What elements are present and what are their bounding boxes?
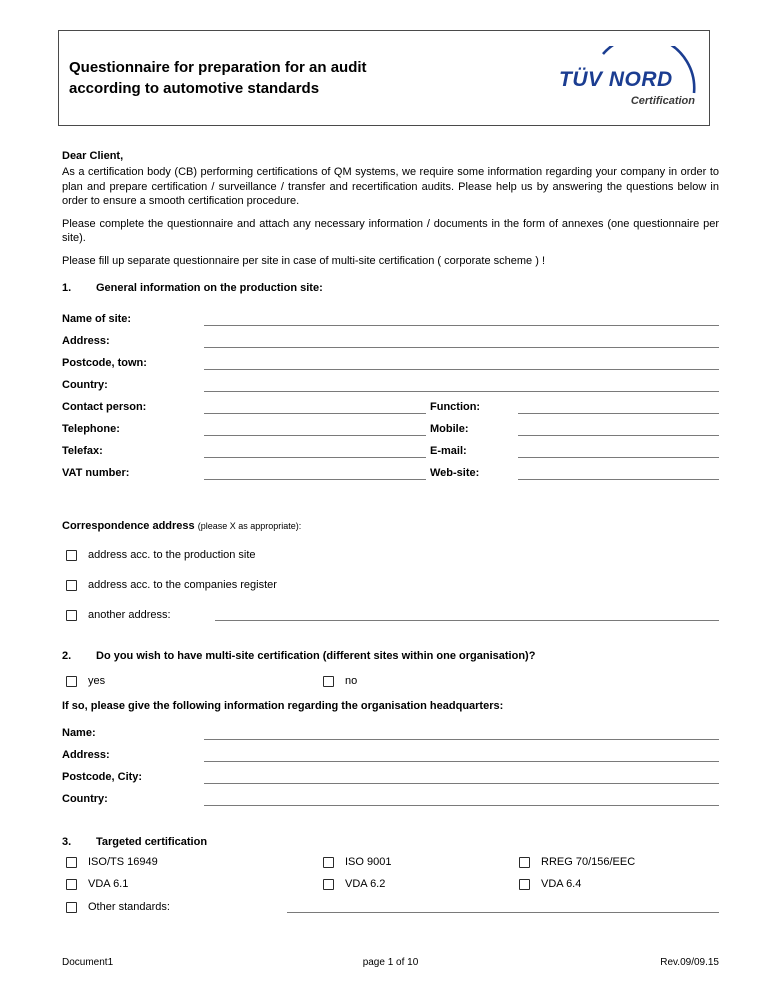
vat-number-input[interactable] <box>204 464 426 480</box>
field-label-country: Country: <box>62 379 108 392</box>
intro-paragraph-2: Please complete the questionnaire and attach any necessary information / documents in the form of annexes (one questionnaire per site). <box>62 217 719 245</box>
intro-paragraph-1: As a certification body (CB) performing certifications of QM systems, we require some information regarding your company in order to plan and prepare certification / surveillance / transfer and recertification audits. Please help us by answering the questions below in order to ensure a smooth certification procedure. <box>62 166 719 208</box>
page-title <box>69 57 367 99</box>
field-row <box>62 740 719 762</box>
field-label-vat-number: VAT number: <box>62 467 130 480</box>
section3-number: 3. <box>62 836 72 849</box>
header-box <box>58 30 710 126</box>
section1-title: General information on the production site: <box>96 282 323 295</box>
logo-brand-text: TÜV NORD <box>559 68 673 91</box>
checkbox-rreg-70-156-eec[interactable] <box>519 857 530 868</box>
section1-heading <box>62 282 719 294</box>
field-row <box>62 304 719 326</box>
option-label-companies-register: address acc. to the companies register <box>88 579 277 592</box>
correspondence-option <box>62 578 719 592</box>
tuv-nord-logo-graphic <box>557 46 699 110</box>
field-row <box>62 784 719 806</box>
field-row <box>62 370 719 392</box>
field-row <box>62 718 719 740</box>
certification-options <box>62 856 719 890</box>
field-row <box>62 458 719 480</box>
section3-title: Targeted certification <box>96 836 208 849</box>
hq-address-input[interactable] <box>204 746 719 762</box>
option-yes <box>62 675 319 687</box>
checkbox-vda-6-4[interactable] <box>519 879 530 890</box>
footer-page-number: page 1 of 10 <box>362 957 419 968</box>
field-label-telefax: Telefax: <box>62 445 103 458</box>
field-row <box>62 326 719 348</box>
correspondence-option <box>62 608 719 622</box>
contact-person-input[interactable] <box>204 398 426 414</box>
another-address-input[interactable] <box>215 620 719 621</box>
checkbox-vda-6-2[interactable] <box>323 879 334 890</box>
field-label-website: Web-site: <box>430 467 480 480</box>
mobile-input[interactable] <box>518 420 719 436</box>
hq-country-input[interactable] <box>204 790 719 806</box>
label-iso-9001: ISO 9001 <box>345 856 392 869</box>
option-label-another-address: another address: <box>88 609 171 622</box>
option-iso-ts-16949 <box>62 856 319 868</box>
page-title-line1: Questionnaire for preparation for an audit <box>69 59 367 76</box>
other-standards-row <box>62 900 719 914</box>
option-iso-9001 <box>319 856 515 868</box>
page-footer <box>62 957 719 968</box>
field-label-function: Function: <box>430 401 481 414</box>
correspondence-heading <box>62 520 719 532</box>
field-label-hq-postcode-city: Postcode, City: <box>62 771 143 784</box>
option-label-production-site: address acc. to the production site <box>88 549 256 562</box>
website-input[interactable] <box>518 464 719 480</box>
section1-number: 1. <box>62 282 72 295</box>
checkbox-other-standards[interactable] <box>66 902 77 913</box>
postcode-town-input[interactable] <box>204 354 719 370</box>
field-row <box>62 392 719 414</box>
checkbox-no[interactable] <box>323 676 334 687</box>
email-input[interactable] <box>518 442 719 458</box>
section2-number: 2. <box>62 650 72 663</box>
field-row <box>62 414 719 436</box>
field-row <box>62 762 719 784</box>
other-standards-input[interactable] <box>287 912 719 913</box>
address-input[interactable] <box>204 332 719 348</box>
section2-subtitle: If so, please give the following information regarding the organisation headquarters: <box>62 700 504 713</box>
telephone-input[interactable] <box>204 420 426 436</box>
checkbox-iso-9001[interactable] <box>323 857 334 868</box>
checkbox-companies-register[interactable] <box>66 580 77 591</box>
field-label-hq-name: Name: <box>62 727 96 740</box>
field-label-mobile: Mobile: <box>430 423 469 436</box>
field-label-contact-person: Contact person: <box>62 401 147 414</box>
field-label-hq-address: Address: <box>62 749 110 762</box>
option-vda-6-1 <box>62 878 319 890</box>
option-vda-6-2 <box>319 878 515 890</box>
section2-title: Do you wish to have multi-site certification (different sites within one organisation)? <box>96 650 536 663</box>
field-label-address: Address: <box>62 335 110 348</box>
field-row <box>62 436 719 458</box>
checkbox-vda-6-1[interactable] <box>66 879 77 890</box>
page-title-line2: according to automotive standards <box>69 80 320 97</box>
no-label: no <box>345 675 358 688</box>
label-vda-6-2: VDA 6.2 <box>345 878 386 891</box>
option-no <box>319 675 357 687</box>
salutation: Dear Client, <box>62 150 124 162</box>
intro-paragraph-3: Please fill up separate questionnaire per site in case of multi-site certification ( corporate scheme ) ! <box>62 254 546 267</box>
option-vda-6-4 <box>515 878 719 890</box>
hq-name-input[interactable] <box>204 724 719 740</box>
yes-label: yes <box>88 675 106 688</box>
section3-heading <box>62 836 719 848</box>
correspondence-title: Correspondence address <box>62 520 195 533</box>
hq-postcode-city-input[interactable] <box>204 768 719 784</box>
option-rreg-70-156-eec <box>515 856 719 868</box>
field-row <box>62 348 719 370</box>
field-label-telephone: Telephone: <box>62 423 120 436</box>
checkbox-production-site[interactable] <box>66 550 77 561</box>
correspondence-note: (please X as appropriate): <box>197 521 302 532</box>
function-input[interactable] <box>518 398 719 414</box>
telefax-input[interactable] <box>204 442 426 458</box>
correspondence-option <box>62 548 719 562</box>
yes-no-row <box>62 674 719 688</box>
section2-heading <box>62 650 719 662</box>
logo-sub-text: Certification <box>630 95 695 107</box>
name-of-site-input[interactable] <box>204 310 719 326</box>
label-iso-ts-16949: ISO/TS 16949 <box>88 856 158 869</box>
label-vda-6-4: VDA 6.4 <box>541 878 582 891</box>
field-label-hq-country: Country: <box>62 793 108 806</box>
field-label-email: E-mail: <box>430 445 467 458</box>
tuv-nord-logo <box>557 46 699 110</box>
label-rreg-70-156-eec: RREG 70/156/EEC <box>541 856 636 869</box>
checkbox-iso-ts-16949[interactable] <box>66 857 77 868</box>
checkbox-yes[interactable] <box>66 676 77 687</box>
label-vda-6-1: VDA 6.1 <box>88 878 129 891</box>
field-label-name-of-site: Name of site: <box>62 313 132 326</box>
footer-revision: Rev.09/09.15 <box>660 957 719 968</box>
footer-document-name: Document1 <box>62 957 114 968</box>
field-label-postcode-town: Postcode, town: <box>62 357 147 370</box>
checkbox-another-address[interactable] <box>66 610 77 621</box>
country-input[interactable] <box>204 376 719 392</box>
label-other-standards: Other standards: <box>88 901 170 914</box>
